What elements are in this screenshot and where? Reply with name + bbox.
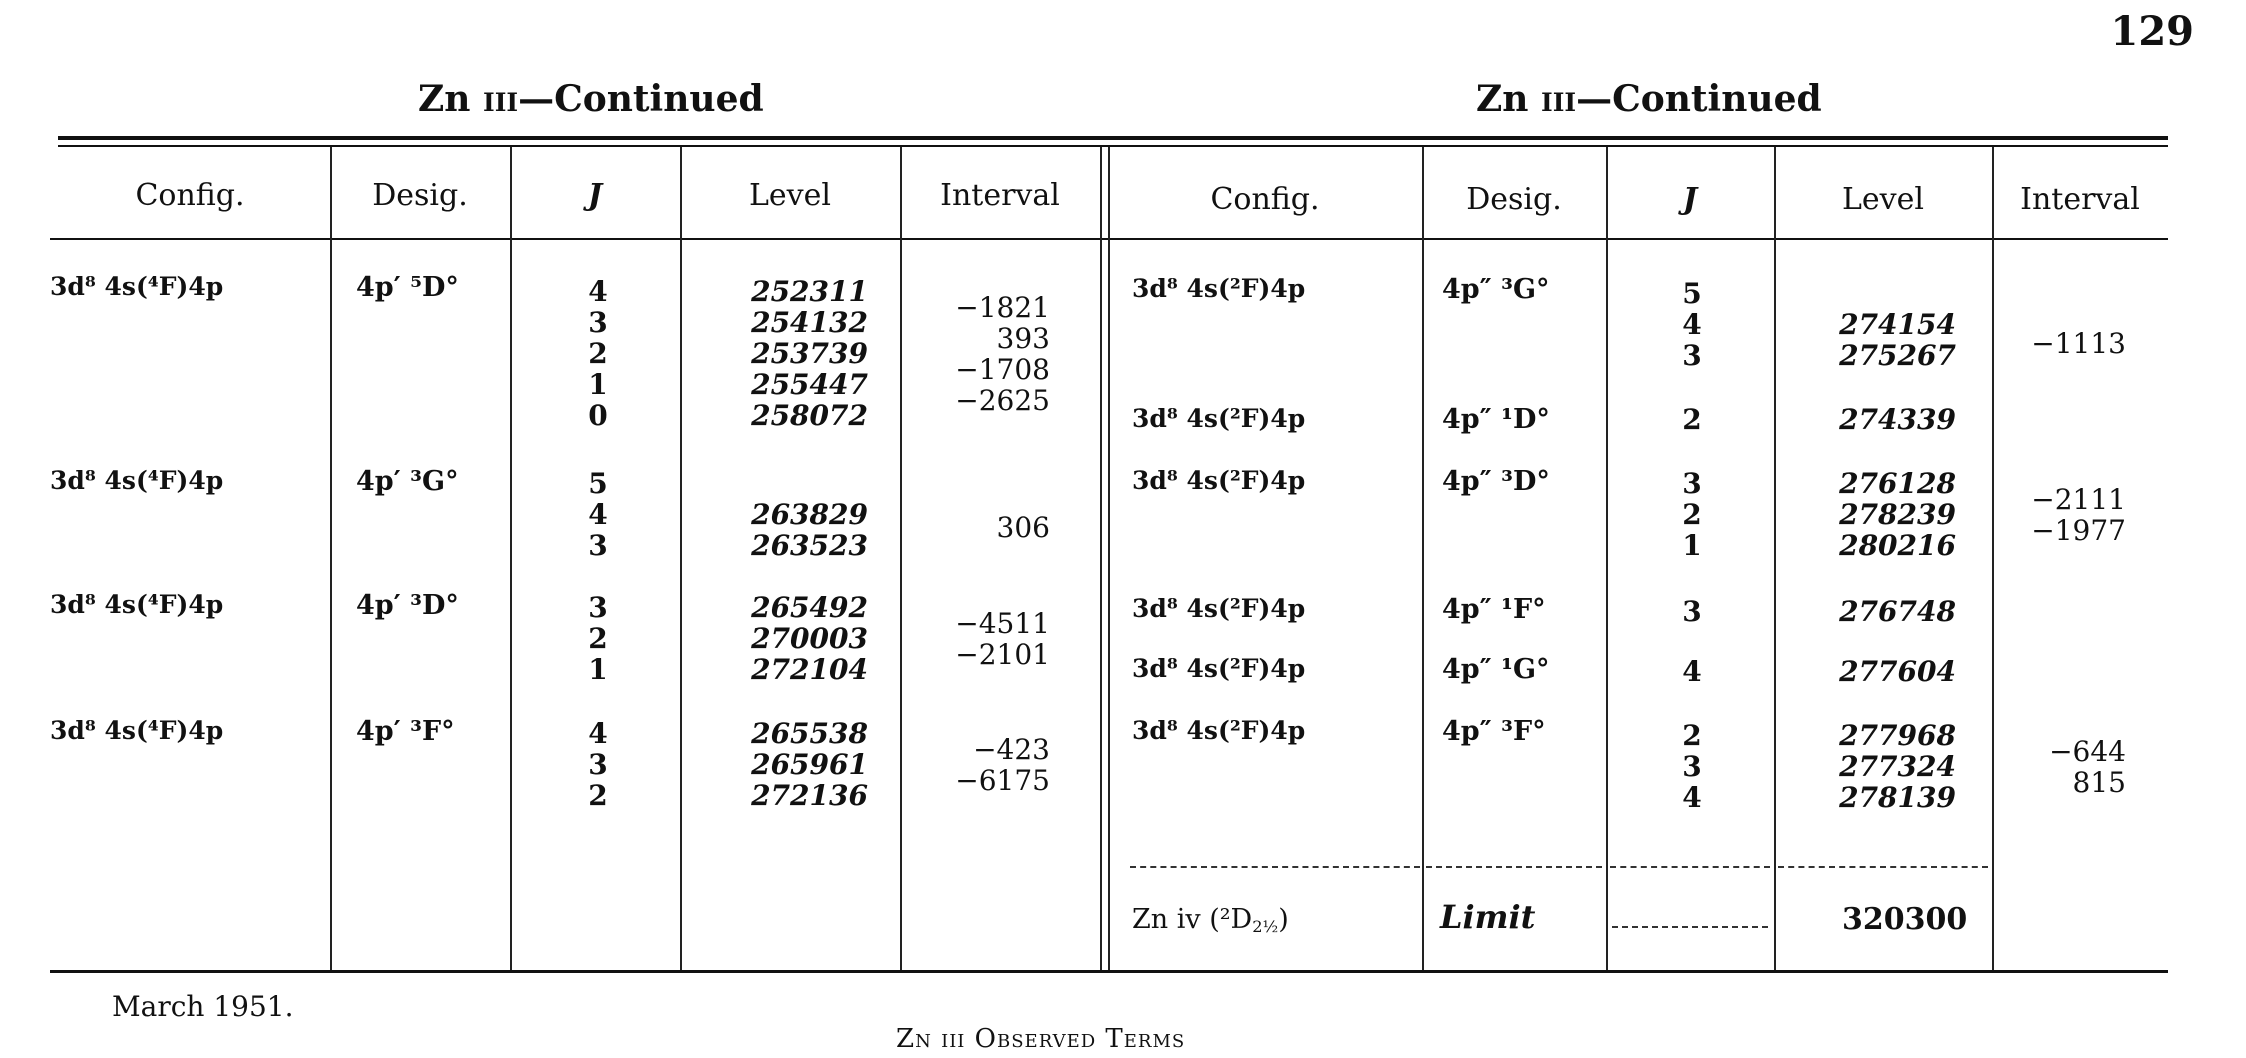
config-cell: 3d⁸ 4s(⁴F)4p (50, 272, 224, 301)
header-desig: Desig. (1466, 182, 1562, 217)
title-rest: —Continued (1576, 78, 1822, 120)
col-divider (1100, 147, 1102, 970)
level-values: 276748 (1839, 595, 1956, 628)
level-values: 277604 (1839, 655, 1956, 688)
interval-values: −423 −6175 (955, 733, 1050, 797)
j-values: 4 (1682, 655, 1702, 688)
next-section-title: Zn iii Observed Terms (896, 1024, 1186, 1054)
level-values: 274339 (1839, 403, 1956, 436)
limit-j-dash (1612, 926, 1768, 928)
limit-config (1132, 904, 1289, 936)
config-cell: 3d⁸ 4s(²F)4p (1132, 654, 1306, 683)
config-cell: 3d⁸ 4s(²F)4p (1132, 716, 1306, 745)
interval-values: −644 815 (2049, 735, 2126, 799)
level-values: 277968 277324 278139 (1839, 719, 1956, 814)
desig-cell: 4p″ ³F° (1442, 716, 1546, 747)
col-divider (900, 147, 902, 970)
dashed-separator (1426, 866, 1602, 868)
limit-config-close: ) (1278, 904, 1289, 935)
config-cell: 3d⁸ 4s(²F)4p (1132, 466, 1306, 495)
config-cell: 3d⁸ 4s(²F)4p (1132, 404, 1306, 433)
title-element: Zn (1476, 78, 1541, 120)
config-cell: 3d⁸ 4s(²F)4p (1132, 274, 1306, 303)
header-level: Level (749, 178, 831, 213)
right-table-title (1476, 78, 1822, 120)
interval-values: 306 (996, 511, 1050, 544)
j-values: 4 3 2 1 0 (588, 275, 608, 432)
left-table-title (418, 78, 764, 120)
limit-label: Limit (1440, 898, 1536, 936)
j-values: 3 2 1 (1682, 467, 1702, 562)
config-cell: 3d⁸ 4s(⁴F)4p (50, 466, 224, 495)
j-values: 2 3 4 (1682, 719, 1702, 814)
col-divider (1992, 147, 1994, 970)
level-values: 252311 254132 253739 255447 258072 (751, 275, 868, 432)
interval-values: −1113 (2031, 327, 2126, 360)
header-desig: Desig. (372, 178, 468, 213)
page-number: 129 (2110, 8, 2194, 55)
level-values: 265492 270003 272104 (751, 591, 868, 686)
desig-cell: 4p′ ³G° (356, 466, 459, 497)
col-divider (1108, 147, 1110, 970)
limit-config-sub: 2½ (1252, 917, 1279, 936)
title-element: Zn (418, 78, 483, 120)
config-cell: 3d⁸ 4s(⁴F)4p (50, 716, 224, 745)
title-rest: —Continued (518, 78, 764, 120)
j-values: 2 (1682, 403, 1702, 436)
desig-cell: 4p′ ³D° (356, 590, 459, 621)
col-divider (680, 147, 682, 970)
footer-date: March 1951. (112, 990, 294, 1023)
col-divider (510, 147, 512, 970)
level-values: 274154 275267 (1839, 308, 1956, 372)
desig-cell: 4p″ ³D° (1442, 466, 1550, 497)
j-values: 3 (1682, 595, 1702, 628)
col-divider (1422, 147, 1424, 970)
dashed-separator (1130, 866, 1420, 868)
desig-cell: 4p′ ³F° (356, 716, 455, 747)
top-rule-thick (58, 136, 2168, 140)
level-values: 263829 263523 (751, 498, 868, 562)
header-interval: Interval (940, 178, 1060, 213)
col-divider (1606, 147, 1608, 970)
header-config: Config. (135, 178, 245, 213)
j-values: 3 2 1 (588, 591, 608, 686)
header-j: J (1682, 182, 1698, 217)
desig-cell: 4p″ ¹G° (1442, 654, 1550, 685)
config-cell: 3d⁸ 4s(⁴F)4p (50, 590, 224, 619)
header-interval: Interval (2020, 182, 2140, 217)
j-values: 4 3 2 (588, 717, 608, 812)
j-values: 5 4 3 (1682, 277, 1702, 372)
top-rule-thin (58, 145, 2168, 147)
title-ion: iii (483, 78, 519, 120)
bottom-rule (50, 970, 2168, 973)
desig-cell: 4p″ ¹D° (1442, 404, 1550, 435)
title-ion: iii (1541, 78, 1577, 120)
dashed-separator (1610, 866, 1770, 868)
desig-cell: 4p″ ¹F° (1442, 594, 1546, 625)
limit-config-main: Zn iv (²D (1132, 904, 1253, 935)
level-values: 276128 278239 280216 (1839, 467, 1956, 562)
interval-values: −1821 393 −1708 −2625 (955, 291, 1050, 417)
interval-values: −2111 −1977 (2031, 483, 2126, 547)
header-level: Level (1842, 182, 1924, 217)
j-values: 5 4 3 (588, 467, 608, 562)
col-divider (330, 147, 332, 970)
header-j: J (587, 178, 603, 213)
interval-values: −4511 −2101 (955, 607, 1050, 671)
desig-cell: 4p″ ³G° (1442, 274, 1550, 305)
config-cell: 3d⁸ 4s(²F)4p (1132, 594, 1306, 623)
dashed-separator (1778, 866, 1988, 868)
limit-level: 320300 (1842, 902, 1968, 937)
level-values: 265538 265961 272136 (751, 717, 868, 812)
desig-cell: 4p′ ⁵D° (356, 272, 459, 303)
header-config: Config. (1210, 182, 1320, 217)
col-divider (1774, 147, 1776, 970)
